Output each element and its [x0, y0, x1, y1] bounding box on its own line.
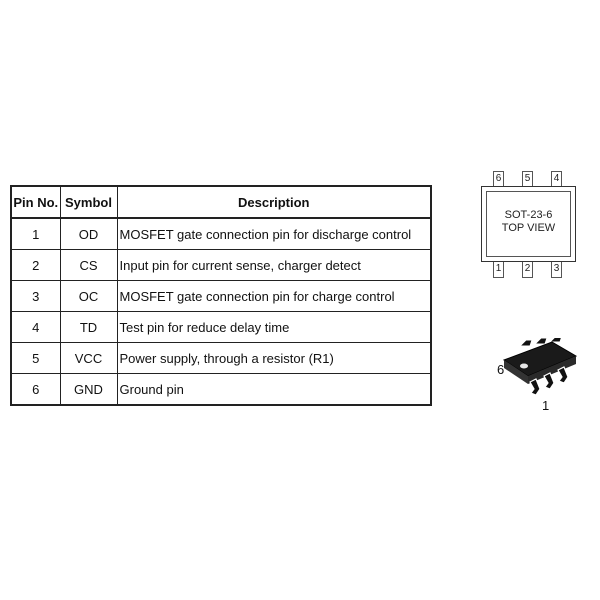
header-pin-no: Pin No. [11, 186, 60, 218]
pin-label-6: 6 [493, 171, 504, 187]
pin-label-2: 2 [522, 262, 533, 278]
package-3d-icon [490, 338, 590, 418]
header-symbol: Symbol [60, 186, 117, 218]
package-3d-pin6-label: 6 [497, 362, 505, 377]
pin-number: 3 [11, 281, 60, 312]
table-row [11, 281, 431, 312]
sot-23-6-package-outline [481, 186, 576, 262]
pin-description: Input pin for current sense, charger detect [117, 250, 431, 281]
pin-description: Ground pin [117, 374, 431, 406]
table-row [11, 374, 431, 406]
package-name: SOT-23-6 [504, 209, 553, 221]
pin-description: MOSFET gate connection pin for discharge control [117, 218, 431, 250]
pin-label-4: 4 [551, 171, 562, 187]
pin-symbol: OD [60, 218, 117, 250]
pin-label-5: 5 [522, 171, 533, 187]
pin-symbol: VCC [60, 343, 117, 374]
table-header-row [11, 186, 431, 218]
package-view: TOP VIEW [501, 222, 556, 234]
pin-symbol: OC [60, 281, 117, 312]
table-row [11, 312, 431, 343]
package-label [482, 209, 575, 235]
pin-description: Power supply, through a resistor (R1) [117, 343, 431, 374]
pin-symbol: TD [60, 312, 117, 343]
pin-description: MOSFET gate connection pin for charge control [117, 281, 431, 312]
pin-description-table [10, 185, 432, 406]
pin-number: 6 [11, 374, 60, 406]
table-row [11, 218, 431, 250]
pin-number: 4 [11, 312, 60, 343]
pin-symbol: GND [60, 374, 117, 406]
pin-number: 2 [11, 250, 60, 281]
pin-label-3: 3 [551, 262, 562, 278]
header-description: Description [117, 186, 431, 218]
package-3d-pin1-label: 1 [542, 398, 550, 413]
pin-description: Test pin for reduce delay time [117, 312, 431, 343]
pin-number: 1 [11, 218, 60, 250]
pin-label-1: 1 [493, 262, 504, 278]
pin-number: 5 [11, 343, 60, 374]
table-row [11, 250, 431, 281]
pin-symbol: CS [60, 250, 117, 281]
table-row [11, 343, 431, 374]
